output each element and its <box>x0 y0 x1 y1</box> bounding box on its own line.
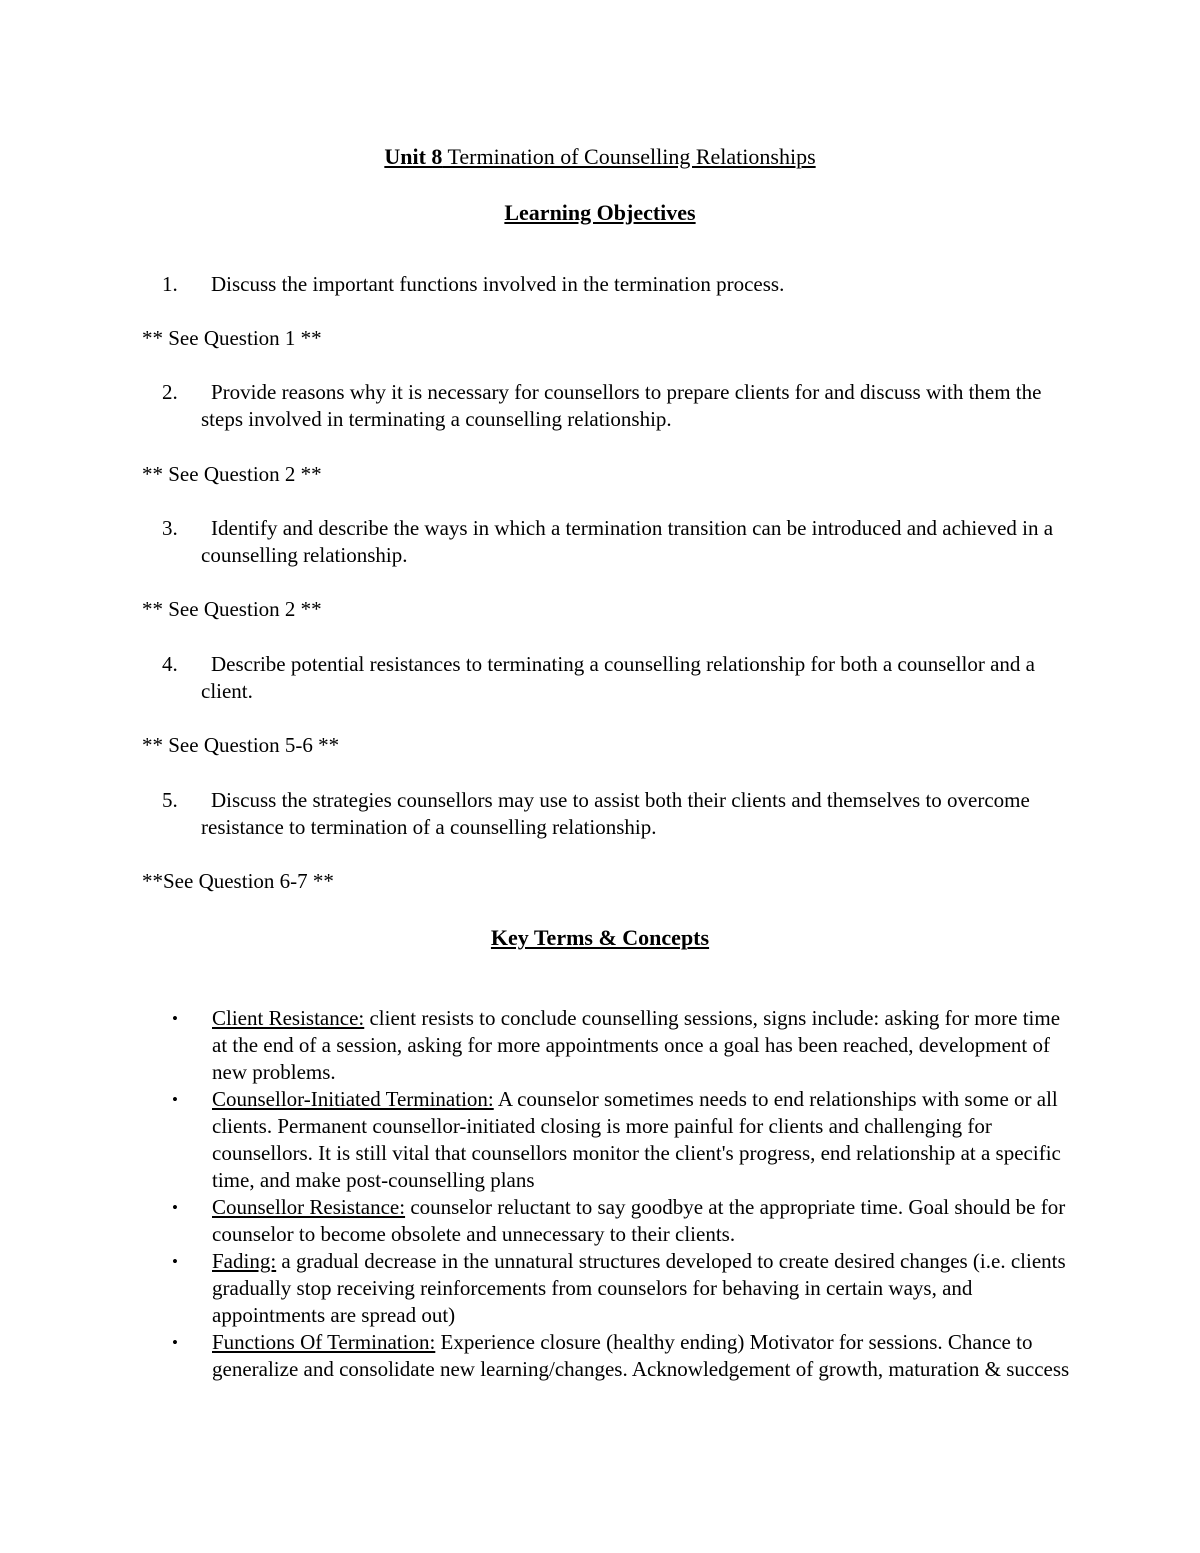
see-question-note: **See Question 6-7 ** <box>142 869 334 893</box>
term-name: Client Resistance: <box>212 1006 365 1030</box>
list-item <box>172 1329 1072 1383</box>
term-definition: counselor reluctant to say goodbye at the appropriate time. Goal should be for counselor to become obsolete and unnecessary to their clients. <box>212 1195 1066 1246</box>
list-item <box>172 1086 1072 1194</box>
unit-topic: Termination of Counselling Relationships <box>447 144 816 169</box>
objective-number: 1. <box>162 272 178 296</box>
bullet-icon: • <box>172 1009 178 1028</box>
bullet-icon: • <box>172 1252 178 1271</box>
bullet-icon: • <box>172 1090 178 1109</box>
term-name: Counsellor-Initiated Termination: <box>212 1087 494 1111</box>
objective-text: Provide reasons why it is necessary for counsellors to prepare clients for and discuss with them the steps involved in terminating a counselling relationship. <box>201 380 1042 431</box>
objective-text: Describe potential resistances to terminating a counselling relationship for both a counsellor and a client. <box>201 652 1036 703</box>
list-item <box>172 1248 1072 1329</box>
objective-text: Identify and describe the ways in which a termination transition can be introduced and achieved in a counselling relationship. <box>201 516 1054 567</box>
unit-label: Unit 8 <box>384 144 443 169</box>
page-title <box>0 143 1200 170</box>
key-terms-list <box>0 1005 1200 1383</box>
objective-number: 3. <box>162 516 178 540</box>
see-question-note: ** See Question 2 ** <box>142 462 322 486</box>
bullet-icon: • <box>172 1333 178 1352</box>
key-terms-heading: Key Terms & Concepts <box>490 925 710 950</box>
learning-objectives-heading: Learning Objectives <box>504 200 696 225</box>
term-definition: A counselor sometimes needs to end relationships with some or all clients. Permanent counsellor-initiated closing is more painful for clients and challenging for counsellors. It is still vital that counsellors monitor the client's progress, end relationship at a specific time, and make post-counselling plans <box>212 1087 1061 1192</box>
term-definition: a gradual decrease in the unnatural structures developed to create desired changes (i.e. clients gradually stop receiving reinforcements from counselors for behaving in certain ways, and appointments are spread out) <box>212 1249 1066 1327</box>
see-question-note: ** See Question 1 ** <box>142 326 322 350</box>
bullet-icon: • <box>172 1198 178 1217</box>
term-name: Counsellor Resistance: <box>212 1195 406 1219</box>
objective-text: Discuss the strategies counsellors may use to assist both their clients and themselves to overcome resistance to termination of a counselling relationship. <box>201 788 1030 839</box>
term-name: Functions Of Termination: <box>212 1330 436 1354</box>
term-name: Fading: <box>212 1249 277 1273</box>
objective-text: Discuss the important functions involved in the termination process. <box>211 272 785 296</box>
see-question-note: ** See Question 2 ** <box>142 597 322 621</box>
objective-number: 4. <box>162 652 178 676</box>
term-definition: client resists to conclude counselling sessions, signs include: asking for more time at the end of a session, asking for more appointments once a goal has been reached, development of new problems. <box>212 1006 1061 1084</box>
see-question-note: ** See Question 5-6 ** <box>142 733 340 757</box>
list-item <box>172 1194 1072 1248</box>
list-item <box>172 1005 1072 1086</box>
objective-number: 5. <box>162 788 178 812</box>
objective-number: 2. <box>162 380 178 404</box>
term-definition: Experience closure (healthy ending) Motivator for sessions. Chance to generalize and consolidate new learning/changes. Acknowledgement of growth, maturation & success <box>212 1330 1070 1381</box>
